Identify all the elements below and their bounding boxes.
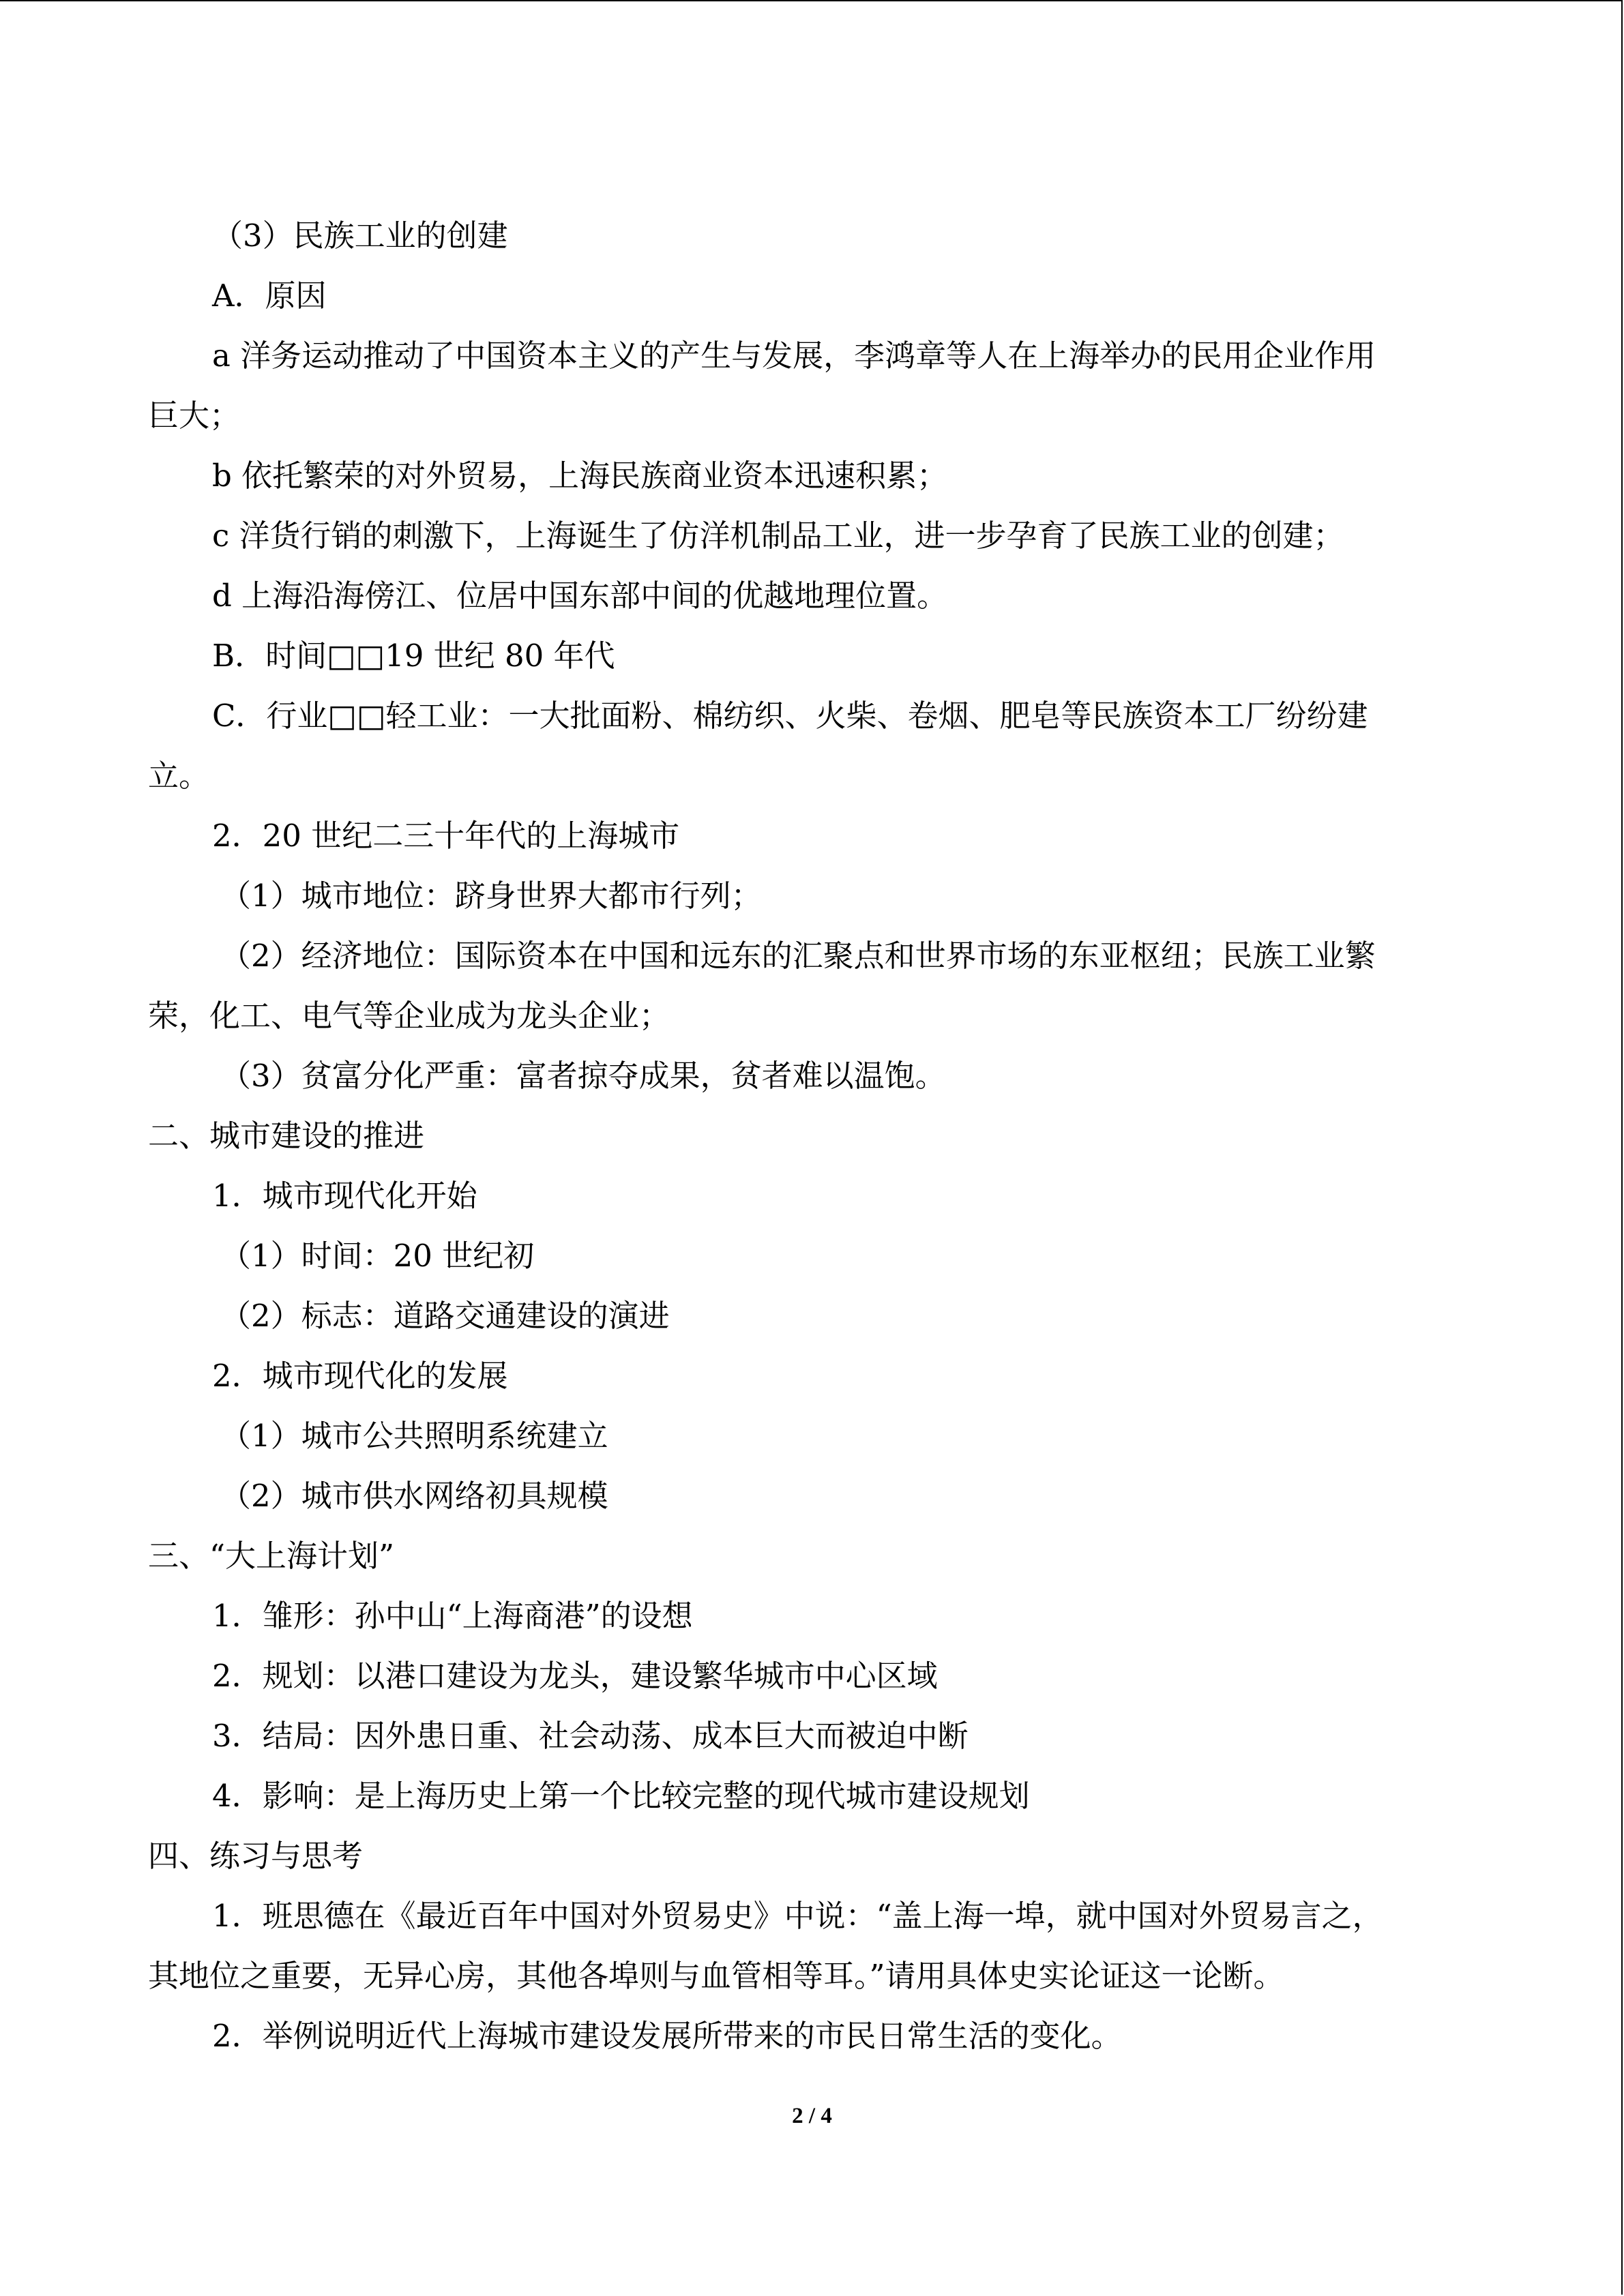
- list-item: （2）城市供水网络初具规模: [220, 1478, 608, 1514]
- list-item: （2）经济地位：国际资本在中国和远东的汇聚点和世界市场的东亚枢纽；民族工业繁: [220, 938, 1376, 974]
- item-reason-heading: A．原因: [212, 278, 327, 314]
- chapter-heading: 二、城市建设的推进: [148, 1118, 425, 1154]
- item-industry: C．行业□□轻工业：一大批面粉、棉纺织、火柴、卷烟、肥皂等民族资本工厂纷纷建: [212, 698, 1368, 734]
- list-item: 3．结局：因外患日重、社会动荡、成本巨大而被迫中断: [212, 1718, 969, 1754]
- list-item: 1．雏形：孙中山“上海商港”的设想: [212, 1598, 693, 1634]
- paragraph-line: d 上海沿海傍江、位居中国东部中间的优越地理位置。: [212, 578, 948, 614]
- subheading-national-industry: （3）民族工业的创建: [212, 218, 508, 254]
- paragraph-line: 其地位之重要，无异心房，其他各埠则与血管相等耳。”请用具体史实论证这一论断。: [148, 1958, 1284, 1994]
- paragraph-line: a 洋务运动推动了中国资本主义的产生与发展，李鸿章等人在上海举办的民用企业作用: [212, 338, 1376, 374]
- paragraph-line: 立。: [148, 758, 210, 794]
- chapter-heading: 四、练习与思考: [148, 1838, 364, 1874]
- paragraph-line: 荣，化工、电气等企业成为龙头企业；: [148, 998, 670, 1034]
- list-item: （2）标志：道路交通建设的演进: [220, 1298, 670, 1334]
- item-time: B．时间□□19 世纪 80 年代: [212, 638, 615, 674]
- list-item: （1）时间：20 世纪初: [220, 1238, 535, 1274]
- section-heading: 2．城市现代化的发展: [212, 1358, 508, 1394]
- paragraph-line: b 依托繁荣的对外贸易，上海民族商业资本迅速积累；: [212, 458, 948, 494]
- list-item: （3）贫富分化严重：富者掠夺成果，贫者难以温饱。: [220, 1058, 946, 1094]
- list-item: 2．规划：以港口建设为龙头，建设繁华城市中心区域: [212, 1658, 938, 1694]
- page-number: 2 / 4: [792, 2104, 832, 2128]
- exercise-question: 2．举例说明近代上海城市建设发展所带来的市民日常生活的变化。: [212, 2018, 1122, 2054]
- paragraph-line: 巨大；: [148, 398, 241, 434]
- list-item: （1）城市地位：跻身世界大都市行列；: [220, 878, 762, 914]
- section-heading: 2．20 世纪二三十年代的上海城市: [212, 818, 680, 854]
- chapter-heading: 三、“大上海计划”: [148, 1538, 395, 1574]
- list-item: （1）城市公共照明系统建立: [220, 1418, 608, 1454]
- paragraph-line: c 洋货行销的刺激下，上海诞生了仿洋机制品工业，进一步孕育了民族工业的创建；: [212, 518, 1344, 554]
- section-heading: 1．城市现代化开始: [212, 1178, 477, 1214]
- exercise-question: 1．班思德在《最近百年中国对外贸易史》中说：“盖上海一埠，就中国对外贸易言之，: [212, 1898, 1383, 1934]
- list-item: 4．影响：是上海历史上第一个比较完整的现代城市建设规划: [212, 1778, 1030, 1814]
